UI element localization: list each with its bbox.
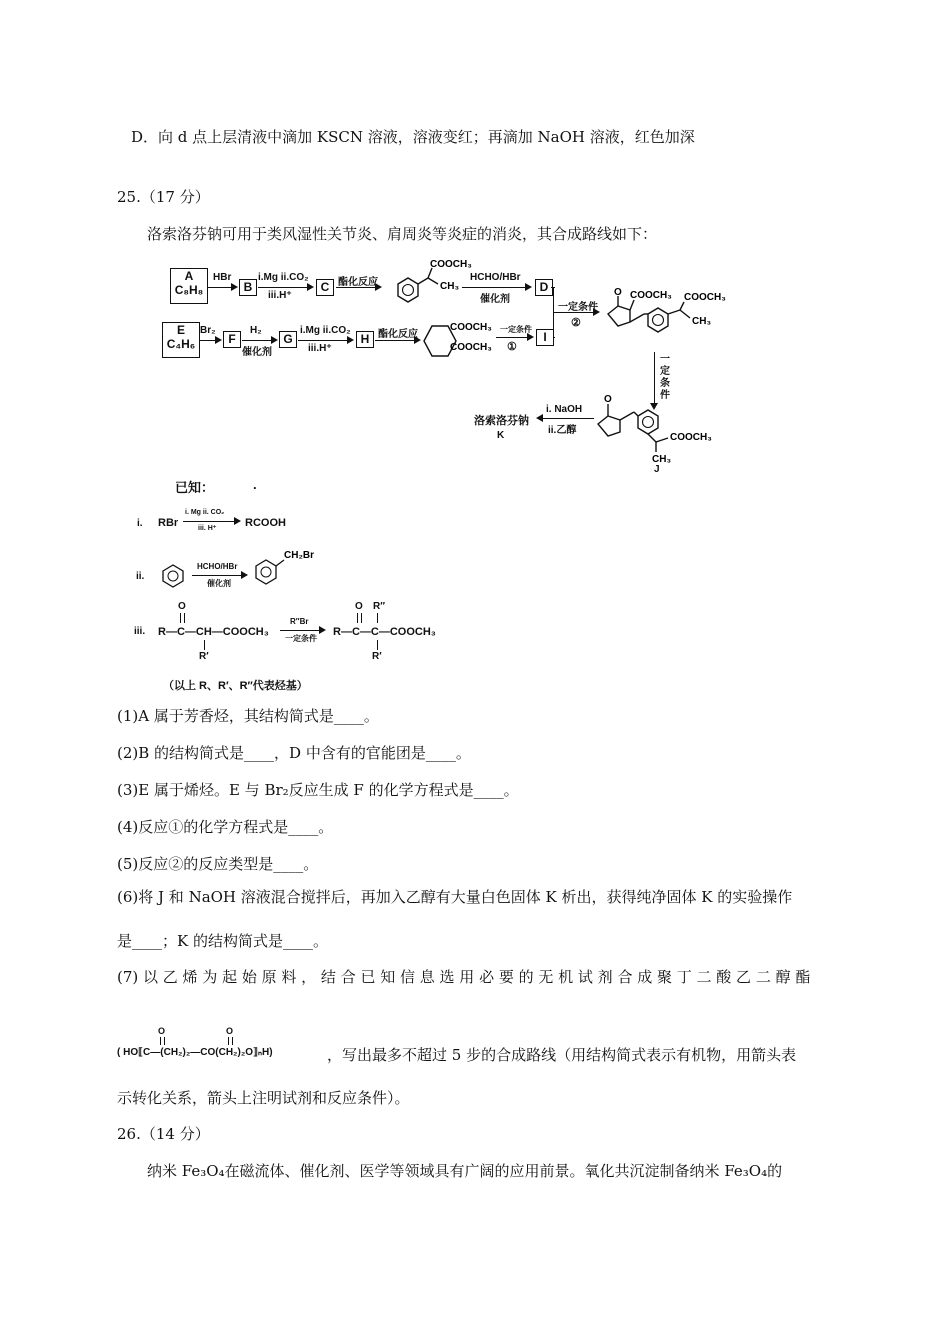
question-2: (2)B 的结构简式是____，D 中含有的官能团是____。 [117, 744, 471, 762]
label-h-plus-1: iii.H⁺ [268, 290, 292, 301]
box-i: I [536, 329, 554, 346]
known-note: （以上 R、R′、R″代表烃基） [163, 680, 308, 692]
arrow-f-g [242, 340, 276, 341]
arrow-a-b [208, 287, 236, 288]
label-mg-co2-1: i.Mg ii.CO₂ [258, 272, 309, 283]
box-d: D [535, 279, 553, 296]
polymer-double-bond-2 [228, 1037, 233, 1045]
question-25-intro: 洛索洛芬钠可用于类风湿性关节炎、肩周炎等炎症的消炎，其合成路线如下： [147, 225, 658, 243]
known-title: 已知： [175, 480, 215, 495]
box-g: G [279, 331, 297, 348]
known-iii-r1: R′ [199, 651, 209, 662]
question-7c: 示转化关系，箭头上注明试剂和反应条件）。 [117, 1089, 410, 1107]
arrow-to-d [462, 287, 530, 288]
label-naoh: i. NaOH [546, 404, 583, 415]
intermediate-structure [600, 284, 750, 354]
question-7a: (7) 以 乙 烯 为 起 始 原 料 ， 结 合 已 知 信 息 选 用 必 要 的 无 机 试 剂 合 成 聚 丁 二 酸 乙 二 醇 酯 [117, 968, 811, 986]
question-5: (5)反应②的反应类型是____。 [117, 855, 319, 873]
known-i-arrow [183, 521, 239, 522]
methyl-phenylpropanoate-structure [380, 258, 472, 308]
question-1: (1)A 属于芳香烃，其结构简式是____。 [117, 707, 379, 725]
label-step-2: ② [571, 317, 581, 329]
label-mg-co2-2: i.Mg ii.CO₂ [300, 325, 351, 336]
question-26-heading: 26.（14 分） [117, 1125, 210, 1143]
label-esterify-2: 酯化反应 [378, 329, 418, 340]
polymer-text: ( HO⟦C—(CH₂)₂—CO(CH₂)₂O⟧ₙH) [117, 1047, 273, 1058]
label-catalyst-1: 催化剂 [480, 294, 510, 305]
known-iii-bond-r1 [204, 640, 205, 650]
box-h: H [356, 331, 374, 348]
label-br2: Br₂ [200, 325, 216, 336]
known-ii-arrow [192, 575, 246, 576]
arrow-step2 [554, 312, 598, 313]
known-iii-cond-top: R″Br [290, 617, 309, 626]
known-iii-arrow [280, 630, 324, 631]
known-iii-reactant: R—C—CH—COOCH₃ [158, 626, 269, 638]
question-25-heading: 25.（17 分） [117, 188, 210, 206]
known-iii-double-bond-2 [357, 613, 362, 623]
svg-text:CH₃: CH₃ [692, 316, 712, 327]
compound-j-structure [590, 390, 740, 470]
box-b: B [239, 279, 257, 296]
known-dot: . [253, 477, 257, 492]
arrow-step1 [496, 337, 532, 338]
known-i-cond-bot: iii. H⁺ [198, 525, 217, 532]
known-i-label: i. [137, 518, 143, 529]
svg-text:COOCH₃: COOCH₃ [450, 322, 492, 333]
label-step-1: ① [507, 341, 517, 353]
box-e: E C₄H₆ [162, 322, 200, 358]
svg-text:O: O [614, 287, 622, 298]
label-hbr: HBr [213, 272, 232, 283]
known-iii-o-1: O [178, 601, 186, 612]
polymer-o-1: O [158, 1026, 166, 1036]
known-iii-bond-r2 [377, 613, 378, 623]
question-7b: ，写出最多不超过 5 步的合成路线（用结构简式表示有机物，用箭头表 [327, 1046, 797, 1064]
svg-text:O: O [604, 394, 612, 405]
label-catalyst-2: 催化剂 [242, 347, 272, 358]
known-i-cond-top: i. Mg ii. CO₂ [185, 509, 225, 516]
known-iii-r2: R″ [373, 601, 386, 612]
question-4: (4)反应①的化学方程式是____。 [117, 818, 334, 836]
label-product: 洛索洛芬钠 [474, 415, 529, 427]
label-h-plus-2: iii.H⁺ [308, 343, 332, 354]
arrow-to-k [538, 418, 594, 419]
merge-top-line [551, 287, 555, 288]
option-d: D．向 d 点上层清液中滴加 KSCN 溶液，溶液变红；再滴加 NaOH 溶液，红色加深 [131, 128, 695, 146]
label-ethanol: ii.乙醇 [548, 425, 577, 436]
known-iii-o-2: O [355, 601, 363, 612]
label-h2: H₂ [250, 325, 262, 336]
known-iii-double-bond-1 [180, 613, 185, 623]
svg-text:CH₃: CH₃ [652, 454, 672, 465]
label-j: J [654, 464, 660, 475]
known-ii-label: ii. [136, 571, 145, 582]
arrow-c-ester [336, 287, 380, 288]
benzyl-bromide-icon [252, 548, 322, 588]
arrow-h-ester [375, 340, 419, 341]
question-26-intro: 纳米 Fe₃O₄在磁流体、催化剂、医学等领域具有广阔的应用前景。氧化共沉淀制备纳米 Fe₃O₄的 [147, 1162, 783, 1180]
known-ii-cond-top: HCHO/HBr [197, 562, 238, 571]
known-i-product: RCOOH [245, 517, 286, 529]
box-a: A C₈H₈ [170, 268, 208, 304]
polymer-double-bond-1 [160, 1037, 165, 1045]
known-ii-cond-bot: 催化剂 [207, 579, 231, 588]
question-6b: 是____；K 的结构简式是____。 [117, 932, 328, 950]
known-iii-bond-r3 [377, 640, 378, 650]
svg-text:COOCH₃: COOCH₃ [450, 342, 492, 353]
svg-text:CH₃: CH₃ [440, 281, 460, 292]
question-6a: (6)将 J 和 NaOH 溶液混合搅拌后，再加入乙醇有大量白色固体 K 析出，获得纯净固体 K 的实验操作 [117, 888, 793, 906]
known-iii-r3: R′ [372, 651, 382, 662]
dimethyl-adipate-structure [420, 318, 510, 364]
known-i-reactant: RBr [158, 517, 179, 529]
label-esterify-1: 酯化反应 [338, 277, 378, 288]
known-iii-cond-bot: 一定条件 [285, 634, 317, 643]
svg-text:CH₂Br: CH₂Br [284, 550, 314, 561]
arrow-g-h [298, 340, 352, 341]
svg-text:COOCH₃: COOCH₃ [630, 290, 672, 301]
box-c: C [316, 279, 334, 296]
box-f: F [223, 331, 241, 348]
label-cond-vertical: 一定条件 [660, 354, 670, 401]
arrow-e-f [200, 340, 220, 341]
benzene-icon [161, 564, 185, 588]
polymer-o-2: O [226, 1026, 234, 1036]
label-cond-1: 一定条件 [500, 325, 532, 334]
known-iii-label: iii. [134, 626, 146, 637]
label-k: K [497, 430, 505, 441]
svg-text:COOCH₃: COOCH₃ [670, 432, 712, 443]
known-iii-product: R—C—C—COOCH₃ [333, 626, 436, 638]
label-hcho-hbr-1: HCHO/HBr [470, 272, 521, 283]
svg-text:COOCH₃: COOCH₃ [430, 259, 472, 270]
label-cond-2: 一定条件 [558, 302, 598, 313]
arrow-b-c [258, 287, 312, 288]
svg-text:COOCH₃: COOCH₃ [684, 292, 726, 303]
question-3: (3)E 属于烯烃。E 与 Br₂反应生成 F 的化学方程式是____。 [117, 781, 519, 799]
